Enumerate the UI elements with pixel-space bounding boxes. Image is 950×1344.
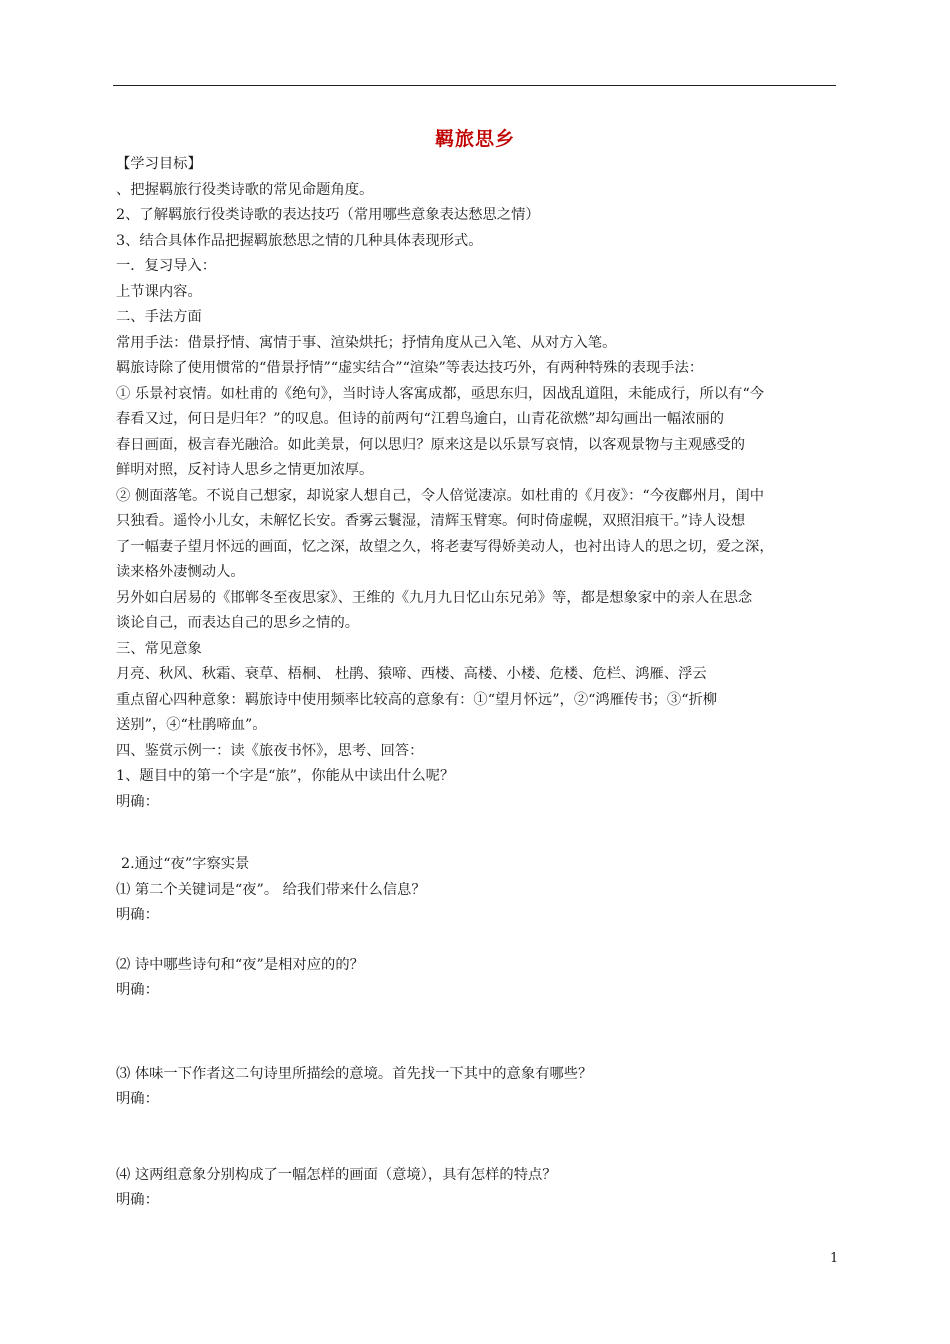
text-line: 明确：: [116, 793, 159, 810]
text-line: 羁旅诗除了使用惯常的“借景抒情”“虚实结合”“渲染”等表达技巧外，有两种特殊的表现手法：: [116, 360, 704, 376]
text-line: 只独看。遥怜小儿女，未解忆长安。香雾云鬟湿，清辉玉臂寒。何时倚虚幌，双照泪痕干。”诗人设想: [116, 513, 746, 529]
text-line: 1、题目中的第一个字是“旅”，你能从中读出什么呢？: [116, 768, 455, 784]
text-line: 送别”，④“杜鹃啼血”。: [116, 717, 267, 733]
document-body: [116, 152, 840, 1214]
text-line: 【学习目标】: [116, 156, 202, 172]
text-line: 上节课内容。: [116, 283, 202, 300]
text-line: 月亮、秋风、秋霜、衰草、梧桐、 杜鹃、猿啼、西楼、高楼、小楼、危楼、危栏、鸿雁、浮云: [116, 666, 707, 682]
answer-label: 明确：: [116, 1091, 159, 1107]
text-line: 3、结合具体作品把握羁旅愁思之情的几种具体表现形式。: [116, 232, 483, 249]
text-line: 一．复习导入：: [116, 258, 217, 274]
text-line: 2、了解羁旅行役类诗歌的表达技巧（常用哪些意象表达愁思之情）: [116, 207, 540, 223]
text-line: 谈论自己，而表达自己的思乡之情的。: [116, 615, 360, 631]
page-number: 1: [830, 1251, 839, 1266]
text-line: 了一幅妻子望月怀远的画面，忆之深，故望之久，将老妻写得娇美动人，也衬出诗人的思之切，爱之深，: [116, 538, 774, 555]
question-item: ⑶ 体味一下作者这二句诗里所描绘的意境。首先找一下其中的意象有哪些？: [116, 1065, 593, 1082]
text-line: ① 乐景衬哀情。如杜甫的《绝句》，当时诗人客寓成都，亟思东归，因战乱道阻，未能成行，所以有“今: [116, 385, 765, 402]
text-line: 二、手法方面: [116, 309, 202, 325]
answer-label: 明确：: [116, 982, 159, 998]
text-line: 重点留心四种意象：羁旅诗中使用频率比较高的意象有：①“望月怀远”，②“鸿雁传书；③“折柳: [116, 691, 718, 708]
question-item: ⑴ 第二个关键词是“夜”。 给我们带来什么信息？: [116, 881, 426, 898]
text-line: 鲜明对照，反衬诗人思乡之情更加浓厚。: [116, 462, 374, 478]
text-line: 春看又过，何日是归年？”的叹息。但诗的前两句“江碧鸟逾白，山青花欲燃”却勾画出一幅浓丽的: [116, 411, 725, 427]
answer-label: 明确：: [116, 1192, 159, 1208]
question-heading: 2.通过“夜”字察实景: [121, 856, 250, 872]
question-item: ⑷ 这两组意象分别构成了一幅怎样的画面（意境），具有怎样的特点？: [116, 1166, 557, 1183]
page-title: 羁旅思乡: [434, 128, 515, 150]
text-line: 读来格外凄恻动人。: [116, 564, 245, 580]
text-line: ② 侧面落笔。不说自己想家，却说家人想自己，令人倍觉凄凉。如杜甫的《月夜》：“今夜鄜州月，闺中: [116, 487, 765, 504]
header-rule: [113, 85, 836, 86]
text-line: 三、常见意象: [116, 640, 202, 657]
answer-label: 明确：: [116, 907, 159, 923]
text-line: 常用手法：借景抒情、寓情于事、渲染烘托；抒情角度从己入笔、从对方入笔。: [116, 334, 617, 351]
question-item: ⑵ 诗中哪些诗句和“夜”是相对应的的？: [116, 956, 364, 973]
text-line: 另外如白居易的《邯郸冬至夜思家》、王维的《九月九日忆山东兄弟》等，都是想象家中的亲人在思念: [116, 589, 753, 606]
text-line: 春日画面，极言春光融洽。如此美景，何以思归？原来这是以乐景写哀情，以客观景物与主观感受的: [116, 436, 746, 453]
text-line: 、把握羁旅行役类诗歌的常见命题角度。: [116, 181, 374, 198]
text-line: 四、鉴赏示例一：读《旅夜书怀》，思考、回答：: [116, 742, 424, 759]
